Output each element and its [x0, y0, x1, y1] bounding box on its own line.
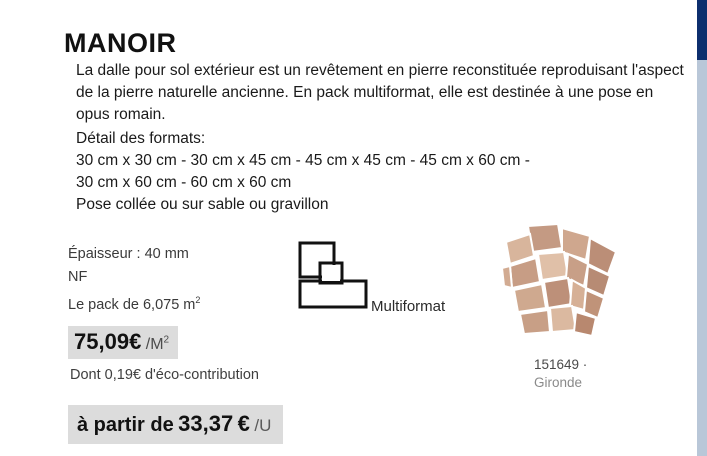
specifications-list [68, 243, 278, 317]
spec-pack-size-text: Le pack de 6,075 m [68, 296, 196, 313]
price-from-currency: € [237, 411, 250, 436]
formats-line-2: 30 cm x 60 cm - 60 cm x 60 cm [76, 174, 292, 191]
formats-label: Détail des formats: [76, 130, 206, 147]
price-from-unit: U [259, 416, 272, 435]
installation-note: Pose collée ou sur sable ou gravillon [76, 196, 329, 213]
edge-strip-bottom [697, 60, 707, 456]
price-amount: 75,09 [74, 329, 130, 354]
price-from-label: à partir de [77, 414, 174, 436]
multiformat-label: Multiformat [371, 298, 446, 315]
page-title: MANOIR [64, 28, 177, 59]
eco-contribution-note: Dont 0,19€ d'éco-contribution [70, 367, 259, 383]
price-from-amount: 33,37 [178, 411, 234, 436]
edge-strip-top [697, 0, 707, 60]
spec-pack-size [68, 289, 278, 317]
price-per-square-meter [68, 326, 178, 359]
product-description [76, 60, 686, 216]
reference-number: 151649 · [534, 357, 588, 372]
price-from-separator: / [254, 416, 260, 435]
price-unit-exponent: 2 [163, 334, 170, 346]
spec-norm: NF [68, 269, 88, 285]
product-origin: Gironde [534, 375, 583, 390]
price-from-unit [68, 405, 283, 444]
product-reference [534, 356, 587, 392]
price-separator: / [145, 336, 151, 353]
price-currency: € [129, 329, 142, 354]
spec-thickness: Épaisseur : 40 mm [68, 246, 189, 262]
product-photo [492, 222, 622, 348]
formats-line-1: 30 cm x 30 cm - 30 cm x 45 cm - 45 cm x 45 cm - 45 cm x 60 cm - [76, 152, 530, 169]
description-paragraph: La dalle pour sol extérieur est un revêtement en pierre reconstituée reproduisant l'aspect de la pierre naturelle ancienne. En pack multiformat, elle est destinée à une pose en opus romain. [76, 62, 684, 123]
price-unit: M [150, 336, 164, 353]
spec-pack-size-exponent: 2 [195, 295, 201, 305]
multiformat-icon [298, 241, 368, 316]
